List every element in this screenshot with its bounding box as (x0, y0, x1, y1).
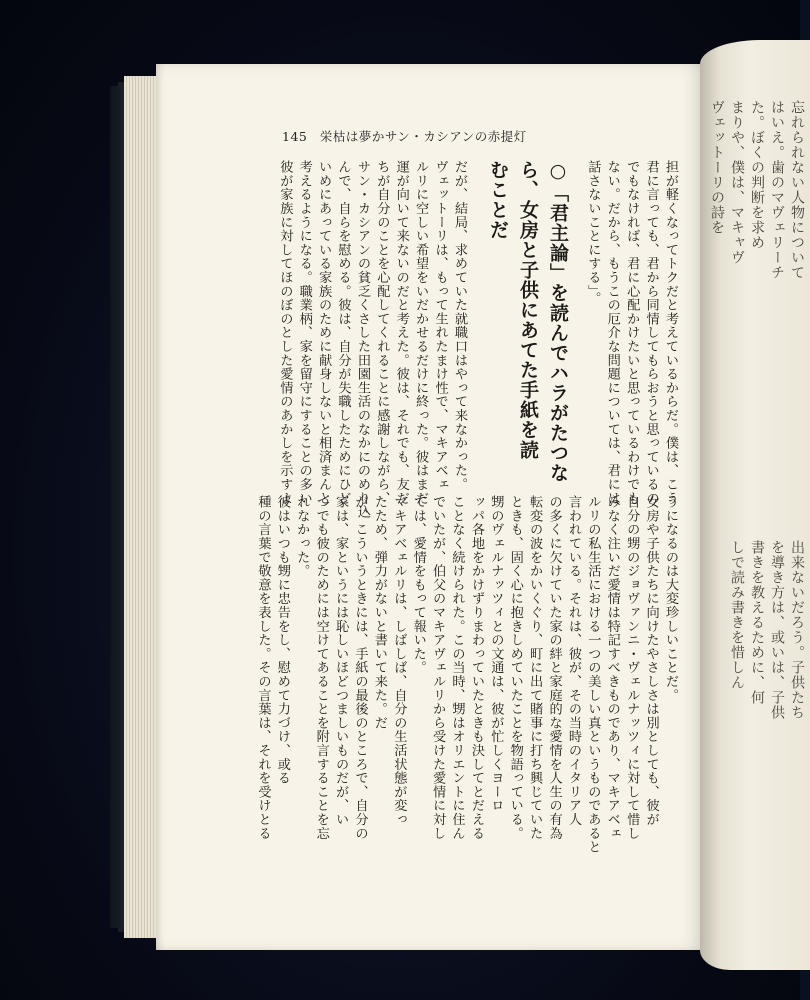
body-line: れなかった。 (294, 495, 310, 578)
body-line: たため、弾力がないと書いて来た。だ (371, 495, 387, 730)
lower-text-block (253, 495, 680, 855)
body-line: つでも彼のためには空けてあることを附言することを忘 (313, 495, 329, 840)
facing-page-upper-text (730, 100, 744, 265)
facing-page-lower-text (730, 540, 744, 690)
body-line: 言われている。それは、彼が、その当時のイタリア人 (565, 495, 581, 827)
facing-page-upper-text (750, 100, 764, 250)
facing-line: しで読み書きを惜しん (729, 540, 745, 690)
body-line: んで、自らを慰める。彼は、自分が失職したためにひど (335, 160, 351, 505)
heading-line: ら、女房と子供にあてた手紙を読 (516, 160, 539, 460)
body-line: サン・カシアンの貧乏くさした田園生活のなかにのめり込 (354, 160, 370, 519)
body-line: が、こういうときには、手紙の最後のところで、自分の (352, 495, 368, 840)
body-line: だが、結局、求めていた就職口はやって来なかった。 (451, 160, 467, 492)
body-line: 考えるようになる。職業柄、家を留守にすることの多い (296, 160, 312, 505)
body-line: 種の言葉で敬意を表した。その言葉は、それを受けとる (255, 495, 271, 840)
body-line: マキアベェルリは、しばしば、自分の生活状態が変っ (391, 495, 407, 827)
body-line: 転変の波をかいくぐり、町に出て賭事に打ち興じていた (527, 495, 543, 840)
body-line: ない。だから、もうこの厄介な問題については、君には (604, 160, 620, 505)
body-line: でいたが、伯父のマキアヴェルリから受けた愛情に対し (430, 495, 446, 840)
body-line: 女房や子供たちに向けたやさしさは別としても、彼が (643, 495, 659, 827)
page-number: 145 (282, 129, 308, 144)
body-line: 話さないことにする」。 (585, 160, 601, 306)
body-line: 自分の甥のジョヴァンニ・ヴェルナッツィに対して惜し (624, 495, 640, 840)
facing-line: 書きを教えるために、何 (749, 540, 765, 705)
facing-page-upper-text (710, 100, 724, 235)
facing-page-lower-text (750, 540, 764, 705)
heading-line: むことだ (486, 160, 509, 240)
body-line: みなく注いだ愛情は特記すべきものであり、マキアベェ (604, 495, 620, 840)
facing-line: はいえ。歯のマヴェリーチ (769, 100, 785, 280)
facing-page-lower-text (770, 540, 784, 720)
body-line: でもなければ、君に心配かけたいと思っているわけでも (624, 160, 640, 505)
body-line: 君に言っても、君から同情してもらおうと思っているの (643, 160, 659, 505)
facing-page (700, 40, 810, 970)
body-line: ヴェットーリは、もって生れたまけ性で、マキアベェ (432, 160, 448, 492)
running-header (282, 127, 527, 145)
body-line: 甥のヴェルナッツィとの文通は、彼が忙しくヨーロ (488, 495, 504, 813)
section-heading (483, 160, 573, 490)
body-line: ちが自分のことを心配してくれることに感謝しながら、 (374, 160, 390, 505)
facing-line: 忘れられない人物について (789, 100, 805, 280)
body-line: いめにあっている家族のために献身しないと相済まんと (316, 160, 332, 505)
body-line: うになるのは大変珍しいことだ。 (663, 495, 678, 702)
body-line: 担が軽くなってトクだと考えているからだ。僕は、こう (663, 160, 678, 505)
facing-line: 出来ないだろう。子供たち (789, 540, 805, 720)
facing-page-upper-text (770, 100, 784, 280)
facing-page-lower-text (790, 540, 804, 720)
body-line: 家は、家というには恥しいほどつましいものだが、い (333, 495, 349, 827)
body-line: ときも、固く心に抱きしめていたことを物語っている。 (507, 495, 523, 840)
body-line: ルリの私生活における一つの美しい真というものであると (585, 495, 601, 854)
facing-line: を導き方は、或いは、子供 (769, 540, 785, 720)
upper-text-block (275, 160, 680, 519)
body-line: ッパ各地をかけずりまわっていたときも決してとだえる (468, 495, 484, 840)
heading-line: ○「君主論」を読んでハラがたつな (546, 160, 569, 483)
running-title: 栄枯は夢かサン・カシアンの赤提灯 (319, 129, 527, 144)
facing-line: まりや、僕は、マキャヴ (729, 100, 745, 265)
facing-line: た。ぼくの判断を求め (749, 100, 765, 250)
facing-line: ヴェットーリの詩を (709, 100, 725, 235)
body-line: ルリに空しい希望をいだかせるだけに終った。彼はまだ (413, 160, 429, 505)
body-line: ては、愛情をもって報いた。 (410, 495, 426, 675)
body-line: の多くに欠けていた家の絆と家庭的な愛情を人生の有為 (546, 495, 562, 840)
facing-page-upper-text (790, 100, 804, 280)
body-line: 彼はいつも甥に忠告をし、慰めて力づけ、或る (274, 495, 290, 785)
body-line: 運が向いて来ないのだと考えた。彼は、それでも、友だ (393, 160, 409, 505)
body-line: ことなく続けられた。この当時、甥はオリエントに住ん (449, 495, 465, 840)
body-line: 彼が家族に対してほのぼのとした愛情のあかしを示すよ (277, 160, 293, 505)
